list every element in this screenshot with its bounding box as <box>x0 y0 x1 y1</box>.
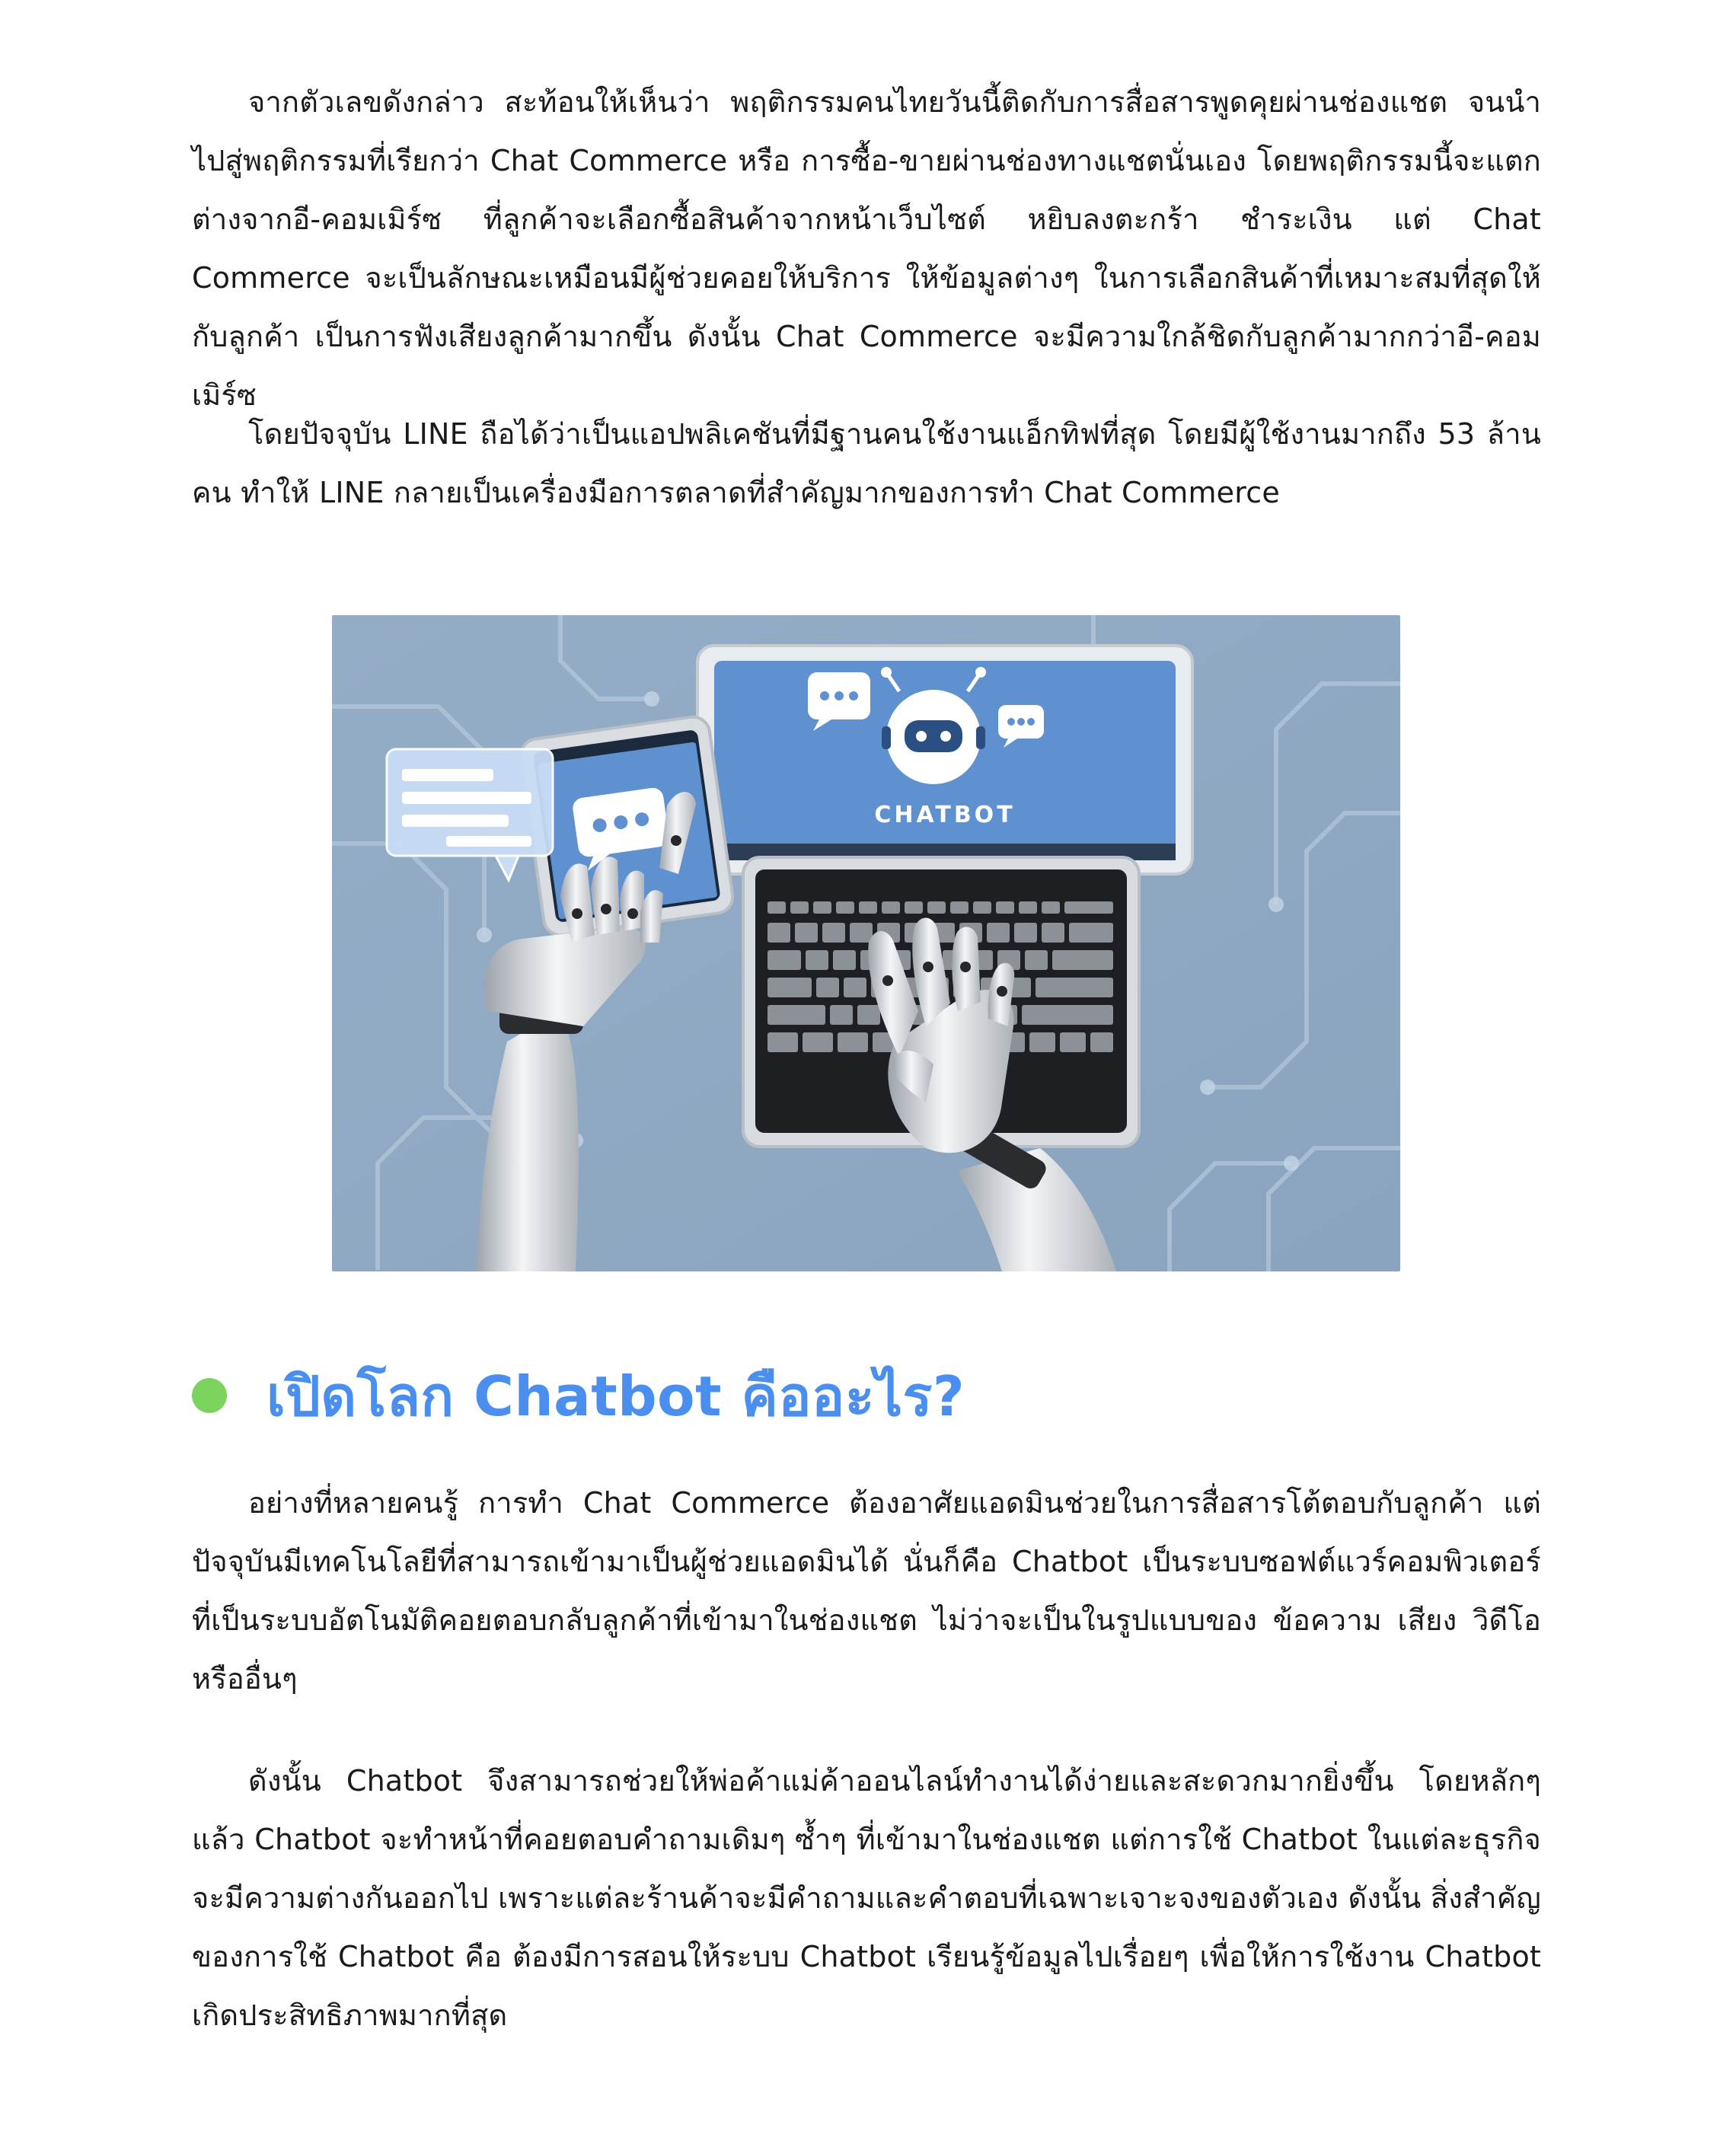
paragraph-chatbot-definition: อย่างที่หลายคนรู้ การทำ Chat Commerce ต้องอาศัยแอดมินช่วยในการสื่อสารโต้ตอบกับลูกค้า แต่ปัจจุบันมีเทคโนโลยีที่สามารถเข้ามาเป็นผู้ช่วยแอดมินได้ นั่นก็คือ Chatbot เป็นระบบซอฟต์แวร์คอมพิวเตอร์ที่เป็นระบบอัตโนมัติคอยตอบกลับลูกค้าที่เข้ามาในช่องแชต ไม่ว่าจะเป็นในรูปแบบของ ข้อความ เสียง วิดีโอ หรืออื่นๆ <box>192 1486 1541 1696</box>
paragraph-line-usage: โดยปัจจุบัน LINE ถือได้ว่าเป็นแอปพลิเคชันที่มีฐานคนใช้งานแอ็กทิฟที่สุด โดยมีผู้ใช้งานมากถึง 53 ล้านคน ทำให้ LINE กลายเป็นเครื่องมือการตลาดที่สำคัญมากของการทำ Chat Commerce <box>192 417 1541 509</box>
heading-text: เปิดโลก Chatbot คืออะไร? <box>266 1364 965 1428</box>
section-heading <box>192 1354 1541 1437</box>
screen-label: CHATBOT <box>874 802 1016 828</box>
bullet-dot-icon <box>192 1378 227 1413</box>
paragraph-chatbot-benefits: ดังนั้น Chatbot จึงสามารถช่วยให้พ่อค้าแม่ค้าออนไลน์ทำงานได้ง่ายและสะดวกมากยิ่งขึ้น โดยหลักๆ แล้ว Chatbot จะทำหน้าที่คอยตอบคำถามเดิมๆ ซ้ำๆ ที่เข้ามาในช่องแชต แต่การใช้ Chatbot ในแต่ละธุรกิจจะมีความต่างกันออกไป เพราะแต่ละร้านค้าจะมีคำถามและคำตอบที่เฉพาะเจาะจงของตัวเอง ดังนั้น สิ่งสำคัญของการใช้ Chatbot คือ ต้องมีการสอนให้ระบบ Chatbot เรียนรู้ข้อมูลไปเรื่อยๆ เพื่อให้การใช้งาน Chatbot เกิดประสิทธิภาพมากที่สุด <box>192 1764 1541 2032</box>
paragraph-chat-commerce: จากตัวเลขดังกล่าว สะท้อนให้เห็นว่า พฤติกรรมคนไทยวันนี้ติดกับการสื่อสารพูดคุยผ่านช่องแชต จนนำไปสู่พฤติกรรมที่เรียกว่า Chat Commerce หรือ การซื้อ-ขายผ่านช่องทางแชตนั่นเอง โดยพฤติกรรมนี้จะแตกต่างจากอี-คอมเมิร์ซ ที่ลูกค้าจะเลือกซื้อสินค้าจากหน้าเว็บไซต์ หยิบลงตะกร้า ชำระเงิน แต่ Chat Commerce จะเป็นลักษณะเหมือนมีผู้ช่วยคอยให้บริการ ให้ข้อมูลต่างๆ ในการเลือกสินค้าที่เหมาะสมที่สุดให้กับลูกค้า เป็นการฟังเสียงลูกค้ามากขึ้น ดังนั้น Chat Commerce จะมีความใกล้ชิดกับลูกค้ามากกว่าอี-คอมเมิร์ซ <box>192 85 1541 412</box>
chatbot-illustration <box>332 615 1400 1271</box>
